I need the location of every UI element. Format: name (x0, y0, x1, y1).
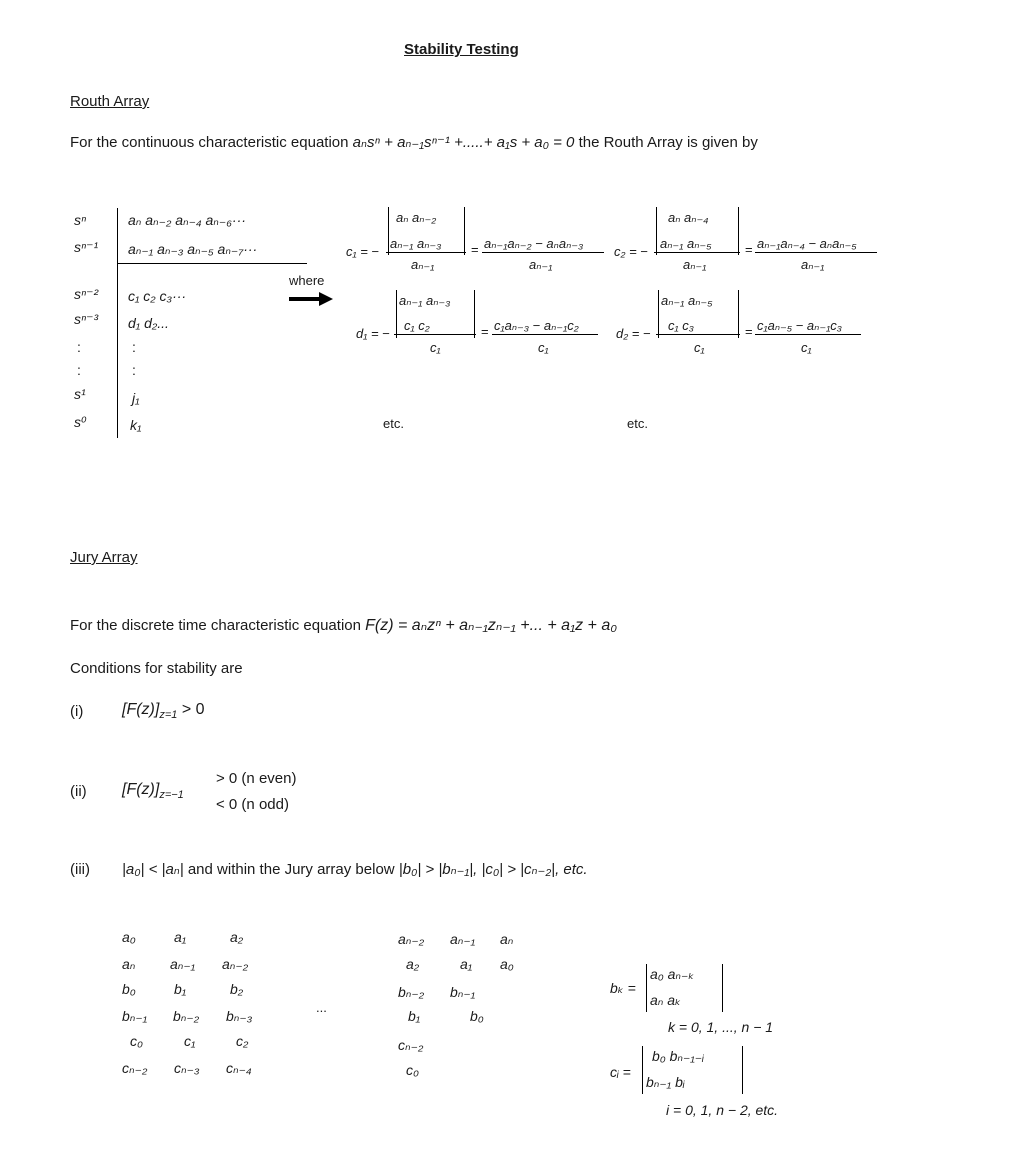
c1-result-denominator: aₙ₋₁ (529, 257, 553, 272)
etc-label: etc. (383, 416, 404, 431)
condition-ii-rel-even: > 0 (n even) (216, 770, 297, 787)
d1-det-right-bar (474, 290, 475, 338)
c1-det-right-bar (464, 207, 465, 255)
jury-left-cell: b₁ (174, 981, 187, 997)
condition-ii-sub: z=−1 (159, 789, 184, 802)
jury-right-cell: aₙ₋₁ (450, 931, 476, 947)
routh-row-entries: d₁ d₂... (128, 315, 169, 331)
routh-row-entries: aₙ₋₁ aₙ₋₃ aₙ₋₅ aₙ₋₇··· (128, 241, 258, 257)
jury-left-cell: cₙ₋₂ (122, 1060, 148, 1076)
d1-lhs: d₁ = − (356, 326, 390, 341)
jury-left-cell: a₁ (174, 929, 187, 945)
condition-i-expr: [F(z)] (122, 701, 160, 718)
c2-det-top: aₙ aₙ₋₄ (668, 210, 709, 225)
condition-ii-rel-odd: < 0 (n odd) (216, 796, 289, 813)
d1-denominator: c₁ (430, 340, 441, 355)
d1-det-top: aₙ₋₁ aₙ₋₃ (399, 293, 451, 308)
jury-intro-equation: F(z) = aₙzⁿ + aₙ₋₁zₙ₋₁ +... + a₁z + a₀ (365, 617, 617, 634)
condition-i-expression (122, 701, 205, 721)
d1-result-bar (492, 334, 598, 335)
routh-row-entries: : (132, 362, 136, 378)
c2-result-denominator: aₙ₋₁ (801, 257, 825, 272)
c2-det-bottom: aₙ₋₁ aₙ₋₅ (660, 236, 712, 251)
routh-row-power: : (77, 362, 81, 378)
routh-row-entries: : (132, 339, 136, 355)
routh-row-entries: k₁ (130, 417, 142, 433)
jury-left-cell: cₙ₋₄ (226, 1060, 252, 1076)
routh-row-entries: j₁ (132, 390, 140, 406)
condition-ii-expr: [F(z)] (122, 781, 160, 798)
jury-left-cell: a₀ (122, 929, 136, 945)
routh-array-vertical-rule (117, 208, 118, 438)
routh-row-power: sⁿ⁻² (74, 286, 99, 302)
d2-det-left-bar (658, 290, 659, 338)
condition-iii-number: (iii) (70, 861, 90, 878)
routh-row-power: s⁰ (74, 414, 87, 430)
equals-sign: = (471, 242, 479, 257)
c2-lhs: c₂ = − (614, 244, 648, 259)
routh-intro-text: For the continuous characteristic equation (70, 134, 349, 151)
jury-intro-text: For the discrete time characteristic equation (70, 617, 361, 634)
jury-left-cell: cₙ₋₃ (174, 1060, 200, 1076)
bk-det-top: a₀ aₙ₋ₖ (650, 966, 695, 982)
c1-result-bar (482, 252, 604, 253)
d2-fraction-bar (656, 334, 740, 335)
jury-left-cell: a₂ (230, 929, 244, 945)
routh-intro-suffix: the Routh Array is given by (578, 134, 758, 151)
ci-det-bottom: bₙ₋₁ bᵢ (646, 1074, 685, 1090)
jury-left-cell: b₀ (122, 981, 136, 997)
jury-left-cell: bₙ₋₃ (226, 1008, 253, 1024)
d1-det-left-bar (396, 290, 397, 338)
condition-iii-line (122, 860, 588, 878)
routh-row-entries: aₙ aₙ₋₂ aₙ₋₄ aₙ₋₆··· (128, 212, 246, 228)
ci-det-top: b₀ bₙ₋₁₋ᵢ (652, 1048, 704, 1064)
jury-left-cell: aₙ₋₁ (170, 956, 196, 972)
equals-sign: = (745, 242, 753, 257)
jury-intro (70, 615, 617, 635)
jury-right-cell: b₀ (470, 1008, 484, 1024)
c1-det-bottom: aₙ₋₁ aₙ₋₃ (390, 236, 442, 251)
jury-right-cell: aₙ₋₂ (398, 931, 425, 947)
d2-result-bar (755, 334, 861, 335)
equals-sign: = (481, 324, 489, 339)
jury-right-cell: a₂ (406, 956, 420, 972)
etc-label: etc. (627, 416, 648, 431)
c1-fraction-bar (386, 252, 466, 253)
d2-result-numerator: c₁aₙ₋₅ − aₙ₋₁c₃ (757, 318, 842, 333)
d2-result-denominator: c₁ (801, 340, 812, 355)
c1-det-top: aₙ aₙ₋₂ (396, 210, 437, 225)
jury-heading: Jury Array (70, 549, 138, 566)
bk-lhs: bₖ = (610, 980, 636, 996)
bk-det-left-bar (646, 964, 647, 1012)
condition-iii-expr2: |b₀| > |bₙ₋₁|, |c₀| > |cₙ₋₂|, etc. (398, 861, 588, 878)
condition-i-sub: z=1 (159, 709, 178, 722)
condition-ii-expression (122, 781, 184, 801)
c2-denominator: aₙ₋₁ (683, 257, 707, 272)
ci-lhs: cᵢ = (610, 1064, 631, 1080)
c1-result-numerator: aₙ₋₁aₙ₋₂ − aₙaₙ₋₃ (484, 236, 584, 251)
c2-result-bar (755, 252, 877, 253)
page-title: Stability Testing (404, 41, 519, 58)
jury-ellipsis: ... (316, 1000, 327, 1015)
bk-det-bottom: aₙ aₖ (650, 992, 682, 1008)
jury-right-cell: c₀ (406, 1062, 419, 1078)
ci-det-right-bar (742, 1046, 743, 1094)
routh-array-horizontal-rule (117, 263, 307, 264)
jury-left-cell: bₙ₋₂ (173, 1008, 200, 1024)
jury-left-cell: c₂ (236, 1033, 249, 1049)
conditions-label: Conditions for stability are (70, 660, 243, 677)
equals-sign: = (745, 324, 753, 339)
d1-fraction-bar (394, 334, 476, 335)
jury-right-cell: a₁ (460, 956, 473, 972)
jury-left-cell: c₀ (130, 1033, 143, 1049)
jury-right-cell: bₙ₋₂ (398, 984, 425, 1000)
routh-row-power: sⁿ⁻¹ (74, 239, 99, 255)
condition-iii-expr: |a₀| < |aₙ| (122, 861, 184, 878)
d1-det-bottom: c₁ c₂ (404, 318, 430, 333)
c2-det-left-bar (656, 207, 657, 255)
d2-det-right-bar (738, 290, 739, 338)
routh-row-power: sⁿ (74, 212, 87, 228)
bk-range: k = 0, 1, ..., n − 1 (668, 1019, 774, 1035)
d2-denominator: c₁ (694, 340, 705, 355)
routh-row-power: s¹ (74, 386, 86, 402)
jury-left-cell: b₂ (230, 981, 244, 997)
d2-lhs: d₂ = − (616, 326, 651, 341)
condition-i-number: (i) (70, 703, 84, 720)
routh-row-power: sⁿ⁻³ (74, 311, 99, 327)
d1-result-denominator: c₁ (538, 340, 549, 355)
c1-det-left-bar (388, 207, 389, 255)
condition-iii-text: and within the Jury array below (187, 861, 395, 878)
c2-fraction-bar (654, 252, 740, 253)
jury-right-cell: bₙ₋₁ (450, 984, 476, 1000)
routh-heading: Routh Array (70, 93, 150, 110)
routh-intro-equation: aₙsⁿ + aₙ₋₁sⁿ⁻¹ +.....+ a₁s + a₀ = 0 (352, 134, 575, 151)
d1-result-numerator: c₁aₙ₋₃ − aₙ₋₁c₂ (494, 318, 579, 333)
arrow-right-icon (289, 292, 333, 306)
routh-row-entries: c₁ c₂ c₃··· (128, 288, 187, 304)
jury-left-cell: bₙ₋₁ (122, 1008, 148, 1024)
c1-lhs: c₁ = − (346, 244, 380, 259)
ci-range: i = 0, 1, n − 2, etc. (666, 1102, 779, 1118)
d2-det-bottom: c₁ c₃ (668, 318, 694, 333)
condition-ii-number: (ii) (70, 783, 87, 800)
condition-i-rel: > 0 (181, 701, 205, 718)
jury-right-cell: b₁ (408, 1008, 421, 1024)
jury-right-cell: cₙ₋₂ (398, 1037, 424, 1053)
jury-left-cell: c₁ (184, 1033, 196, 1049)
jury-left-cell: aₙ (122, 956, 136, 972)
ci-det-left-bar (642, 1046, 643, 1094)
routh-intro (70, 133, 758, 151)
routh-row-power: : (77, 339, 81, 355)
jury-right-cell: aₙ (500, 931, 514, 947)
jury-left-cell: aₙ₋₂ (222, 956, 249, 972)
c2-result-numerator: aₙ₋₁aₙ₋₄ − aₙaₙ₋₅ (757, 236, 857, 251)
c1-denominator: aₙ₋₁ (411, 257, 435, 272)
c2-det-right-bar (738, 207, 739, 255)
bk-det-right-bar (722, 964, 723, 1012)
where-label: where (289, 273, 325, 288)
d2-det-top: aₙ₋₁ aₙ₋₅ (661, 293, 713, 308)
jury-right-cell: a₀ (500, 956, 514, 972)
